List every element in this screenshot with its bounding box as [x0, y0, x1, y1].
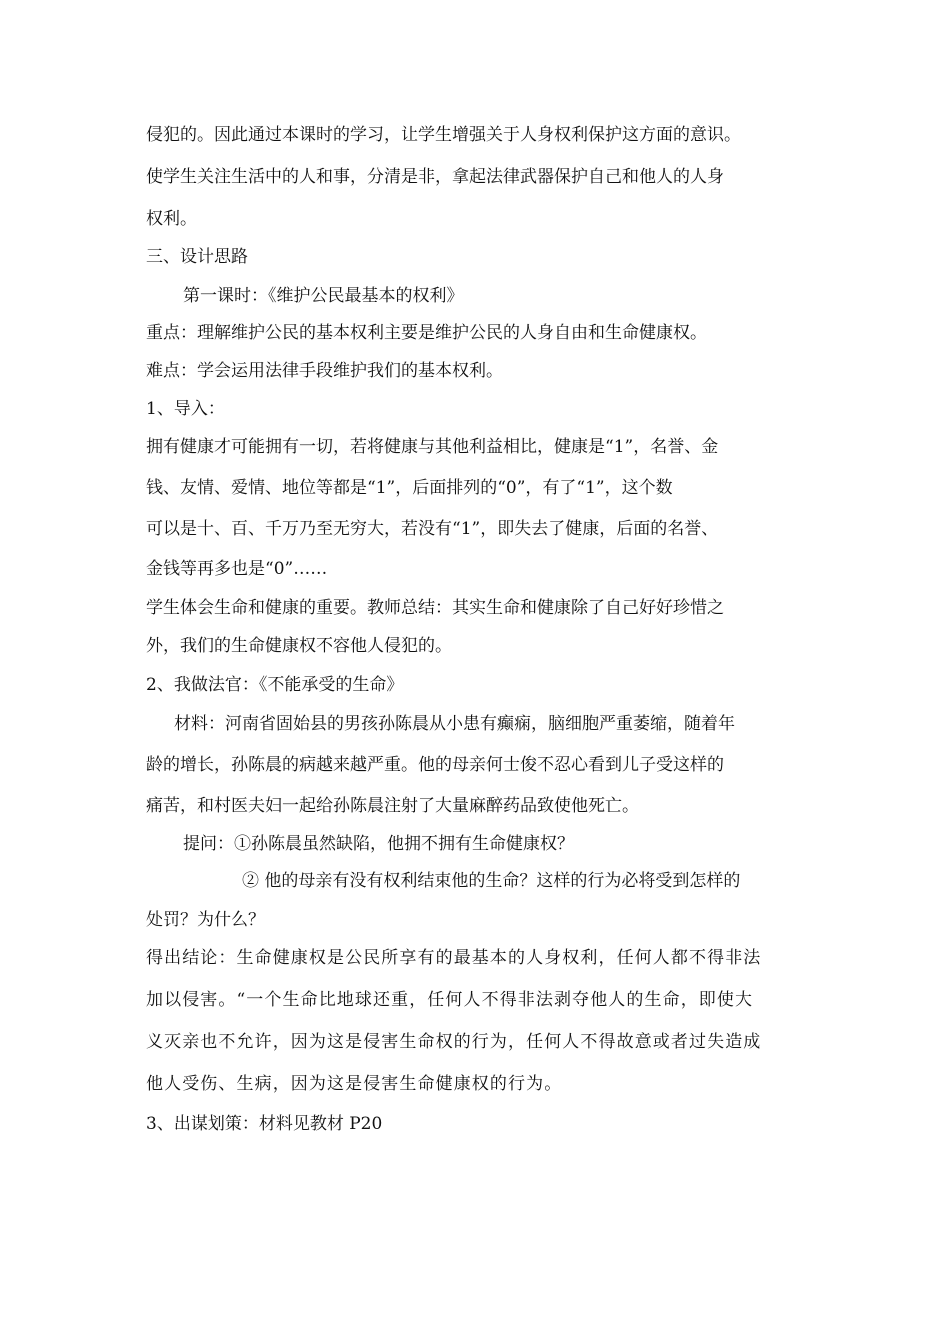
question-line: ② 他的母亲有没有权利结束他的生命？这样的行为必将受到怎样的: [242, 871, 741, 891]
paragraph-line: 金钱等再多也是“0”……: [146, 559, 328, 579]
key-point: 重点：理解维护公民的基本权利主要是维护公民的人身自由和生命健康权。: [146, 323, 707, 343]
difficult-point: 难点：学会运用法律手段维护我们的基本权利。: [146, 361, 503, 381]
paragraph-line: 侵犯的。因此通过本课时的学习，让学生增强关于人身权利保护这方面的意识。: [146, 125, 741, 145]
conclusion-line: 得出结论：生命健康权是公民所享有的最基本的人身权利，任何人都不得非法: [146, 948, 762, 968]
conclusion-line: 加以侵害。“一个生命比地球还重，任何人不得非法剥夺他人的生命，即使大: [146, 990, 754, 1010]
step-heading: 3、出谋划策：材料见教材 P20: [146, 1114, 383, 1134]
conclusion-line: 他人受伤、生病，因为这是侵害生命健康权的行为。: [146, 1074, 563, 1094]
paragraph-line: 权利。: [146, 209, 197, 229]
paragraph-line: 拥有健康才可能拥有一切，若将健康与其他利益相比，健康是“1”，名誉、金: [146, 437, 719, 457]
paragraph-line: 学生体会生命和健康的重要。教师总结：其实生命和健康除了自己好好珍惜之: [146, 598, 724, 618]
step-heading: 1、导入：: [146, 399, 225, 419]
paragraph-line: 使学生关注生活中的人和事，分清是非，拿起法律武器保护自己和他人的人身: [146, 167, 724, 187]
paragraph-line: 痛苦，和村医夫妇一起给孙陈晨注射了大量麻醉药品致使他死亡。: [146, 796, 639, 816]
question-line: 提问：①孙陈晨虽然缺陷，他拥不拥有生命健康权？: [183, 834, 574, 854]
paragraph-line: 钱、友情、爱情、地位等都是“1”，后面排列的“0”，有了“1”，这个数: [146, 478, 673, 498]
section-heading: 三、设计思路: [146, 247, 248, 267]
lesson-title: 第一课时：《维护公民最基本的权利》: [183, 286, 464, 306]
paragraph-line: 可以是十、百、千万乃至无穷大，若没有“1”，即失去了健康，后面的名誉、: [146, 519, 719, 539]
paragraph-line: 外，我们的生命健康权不容他人侵犯的。: [146, 636, 452, 656]
question-line: 处罚？为什么？: [146, 910, 265, 930]
paragraph-line: 龄的增长，孙陈晨的病越来越严重。他的母亲何士俊不忍心看到儿子受这样的: [146, 755, 724, 775]
conclusion-line: 义灭亲也不允许，因为这是侵害生命权的行为，任何人不得故意或者过失造成: [146, 1032, 762, 1052]
paragraph-line: 材料：河南省固始县的男孩孙陈晨从小患有癫痫，脑细胞严重萎缩，随着年: [174, 714, 735, 734]
step-heading: 2、我做法官：《不能承受的生命》: [146, 675, 404, 695]
